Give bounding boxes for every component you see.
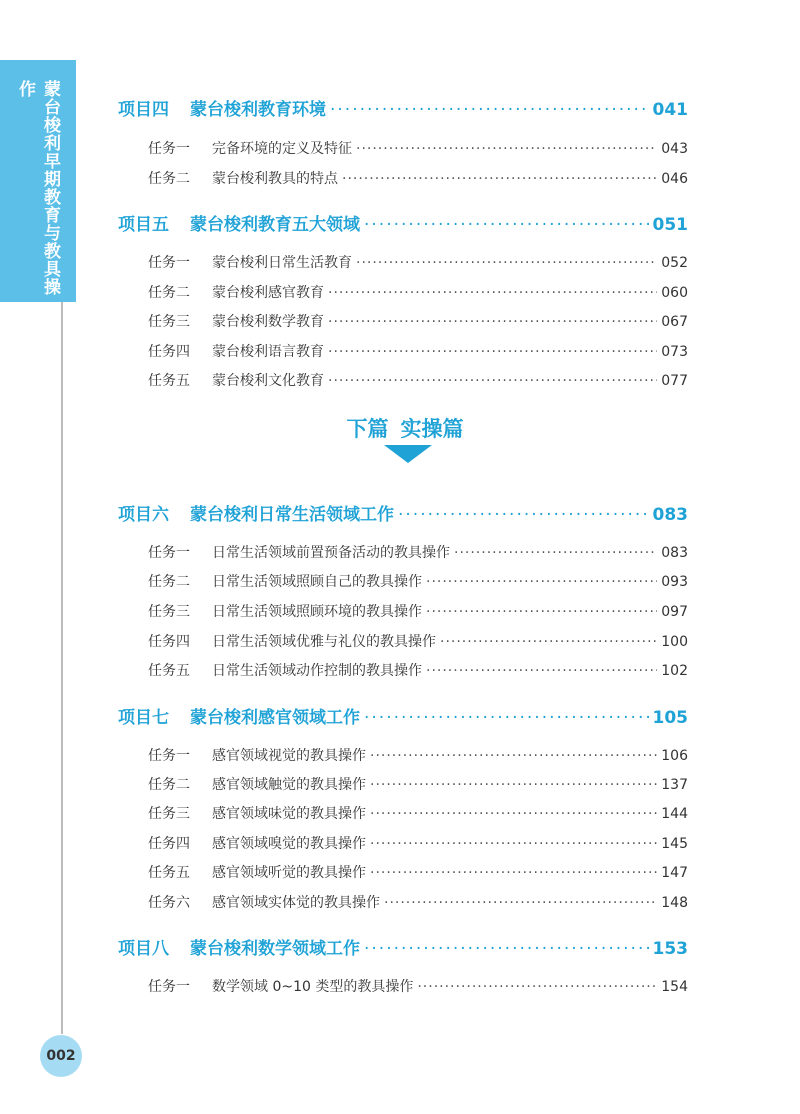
toc-task[interactable] <box>148 745 688 765</box>
dot-leader <box>356 141 657 157</box>
task-page: 106 <box>661 748 688 764</box>
task-code: 任务五 <box>148 663 190 679</box>
toc-task[interactable] <box>148 571 688 591</box>
section-title: 蒙台梭利日常生活领域工作 <box>190 505 394 525</box>
toc-task[interactable] <box>148 976 688 996</box>
dot-leader <box>370 748 657 764</box>
toc-task[interactable] <box>148 660 688 680</box>
task-code: 任务一 <box>148 545 190 561</box>
part-heading <box>300 413 510 443</box>
task-code: 任务一 <box>148 979 190 995</box>
toc-section-7[interactable] <box>118 703 688 728</box>
task-page: 067 <box>661 314 688 330</box>
toc-task[interactable] <box>148 168 688 188</box>
task-code: 任务三 <box>148 604 190 620</box>
section-code: 项目四 <box>118 100 169 120</box>
section-page: 051 <box>652 215 688 235</box>
task-title: 日常生活领域前置预备活动的教具操作 <box>212 545 450 561</box>
dot-leader <box>328 314 657 330</box>
task-page: 144 <box>661 806 688 822</box>
task-title: 日常生活领域动作控制的教具操作 <box>212 663 422 679</box>
toc-section-8[interactable] <box>118 934 688 959</box>
task-title: 蒙台梭利日常生活教育 <box>212 255 352 271</box>
dot-leader <box>356 255 657 271</box>
section-code: 项目六 <box>118 505 169 525</box>
page-number: 002 <box>40 1035 82 1077</box>
task-code: 任务六 <box>148 895 190 911</box>
toc-section-4[interactable] <box>118 95 688 120</box>
task-page: 043 <box>661 141 688 157</box>
task-title: 感官领域实体觉的教具操作 <box>212 895 380 911</box>
section-page: 083 <box>652 505 688 525</box>
task-page: 100 <box>661 634 688 650</box>
task-page: 148 <box>661 895 688 911</box>
down-arrow-icon <box>384 445 432 463</box>
toc-task[interactable] <box>148 282 688 302</box>
task-code: 任务五 <box>148 373 190 389</box>
toc-task[interactable] <box>148 862 688 882</box>
side-tab <box>0 60 76 302</box>
dot-leader <box>370 836 657 852</box>
task-code: 任务四 <box>148 344 190 360</box>
task-page: 052 <box>661 255 688 271</box>
toc-task[interactable] <box>148 774 688 794</box>
toc-task[interactable] <box>148 311 688 331</box>
task-page: 077 <box>661 373 688 389</box>
task-title: 完备环境的定义及特征 <box>212 141 352 157</box>
task-page: 102 <box>661 663 688 679</box>
task-title: 感官领域嗅觉的教具操作 <box>212 836 366 852</box>
task-page: 060 <box>661 285 688 301</box>
task-page: 154 <box>661 979 688 995</box>
toc-task[interactable] <box>148 631 688 651</box>
dot-leader <box>370 865 657 881</box>
dot-leader <box>426 574 657 590</box>
section-title: 蒙台梭利教育环境 <box>190 100 326 120</box>
dot-leader <box>454 545 657 561</box>
dot-leader <box>370 777 657 793</box>
task-title: 日常生活领域照顾环境的教具操作 <box>212 604 422 620</box>
dot-leader <box>330 100 649 120</box>
toc-task[interactable] <box>148 803 688 823</box>
toc-task[interactable] <box>148 892 688 912</box>
dot-leader <box>384 895 657 911</box>
toc-task[interactable] <box>148 252 688 272</box>
task-code: 任务二 <box>148 574 190 590</box>
dot-leader <box>417 979 657 995</box>
section-page: 153 <box>652 939 688 959</box>
task-code: 任务一 <box>148 141 190 157</box>
section-title: 蒙台梭利感官领域工作 <box>190 708 360 728</box>
task-page: 046 <box>661 171 688 187</box>
section-code: 项目七 <box>118 708 169 728</box>
task-page: 145 <box>661 836 688 852</box>
section-code: 项目八 <box>118 939 169 959</box>
task-code: 任务三 <box>148 806 190 822</box>
dot-leader <box>364 939 649 959</box>
task-code: 任务四 <box>148 836 190 852</box>
section-title: 蒙台梭利数学领域工作 <box>190 939 360 959</box>
section-code: 项目五 <box>118 215 169 235</box>
task-title: 数学领域 0~10 类型的教具操作 <box>212 979 414 995</box>
dot-leader <box>440 634 657 650</box>
dot-leader <box>328 373 657 389</box>
book-title: 蒙台梭利早期教育与教具操作 <box>15 80 60 296</box>
task-page: 093 <box>661 574 688 590</box>
task-title: 蒙台梭利感官教育 <box>212 285 324 301</box>
dot-leader <box>398 505 649 525</box>
task-code: 任务二 <box>148 285 190 301</box>
task-title: 感官领域听觉的教具操作 <box>212 865 366 881</box>
toc-section-5[interactable] <box>118 210 688 235</box>
task-page: 147 <box>661 865 688 881</box>
section-page: 105 <box>652 708 688 728</box>
task-page: 083 <box>661 545 688 561</box>
toc-task[interactable] <box>148 138 688 158</box>
task-title: 日常生活领域照顾自己的教具操作 <box>212 574 422 590</box>
task-page: 097 <box>661 604 688 620</box>
dot-leader <box>328 285 657 301</box>
section-page: 041 <box>652 100 688 120</box>
task-code: 任务二 <box>148 777 190 793</box>
task-title: 日常生活领域优雅与礼仪的教具操作 <box>212 634 436 650</box>
task-title: 蒙台梭利数学教育 <box>212 314 324 330</box>
task-title: 感官领域味觉的教具操作 <box>212 806 366 822</box>
task-title: 蒙台梭利语言教育 <box>212 344 324 360</box>
task-title: 蒙台梭利教具的特点 <box>212 171 338 187</box>
dot-leader <box>426 663 657 679</box>
task-code: 任务五 <box>148 865 190 881</box>
toc-task[interactable] <box>148 370 688 390</box>
toc-section-6[interactable] <box>118 500 688 525</box>
task-code: 任务一 <box>148 748 190 764</box>
section-title: 蒙台梭利教育五大领域 <box>190 215 360 235</box>
toc-task[interactable] <box>148 833 688 853</box>
dot-leader <box>342 171 657 187</box>
task-title: 蒙台梭利文化教育 <box>212 373 324 389</box>
task-code: 任务四 <box>148 634 190 650</box>
task-page: 073 <box>661 344 688 360</box>
task-title: 感官领域触觉的教具操作 <box>212 777 366 793</box>
dot-leader <box>370 806 657 822</box>
dot-leader <box>426 604 657 620</box>
part-label: 下篇 <box>346 417 389 441</box>
task-code: 任务一 <box>148 255 190 271</box>
part-title: 实操篇 <box>400 417 464 441</box>
toc-task[interactable] <box>148 341 688 361</box>
task-title: 感官领域视觉的教具操作 <box>212 748 366 764</box>
task-code: 任务二 <box>148 171 190 187</box>
side-divider-line <box>61 302 63 1034</box>
dot-leader <box>364 708 649 728</box>
task-code: 任务三 <box>148 314 190 330</box>
dot-leader <box>364 215 649 235</box>
toc-task[interactable] <box>148 542 688 562</box>
task-page: 137 <box>661 777 688 793</box>
toc-task[interactable] <box>148 601 688 621</box>
dot-leader <box>328 344 657 360</box>
